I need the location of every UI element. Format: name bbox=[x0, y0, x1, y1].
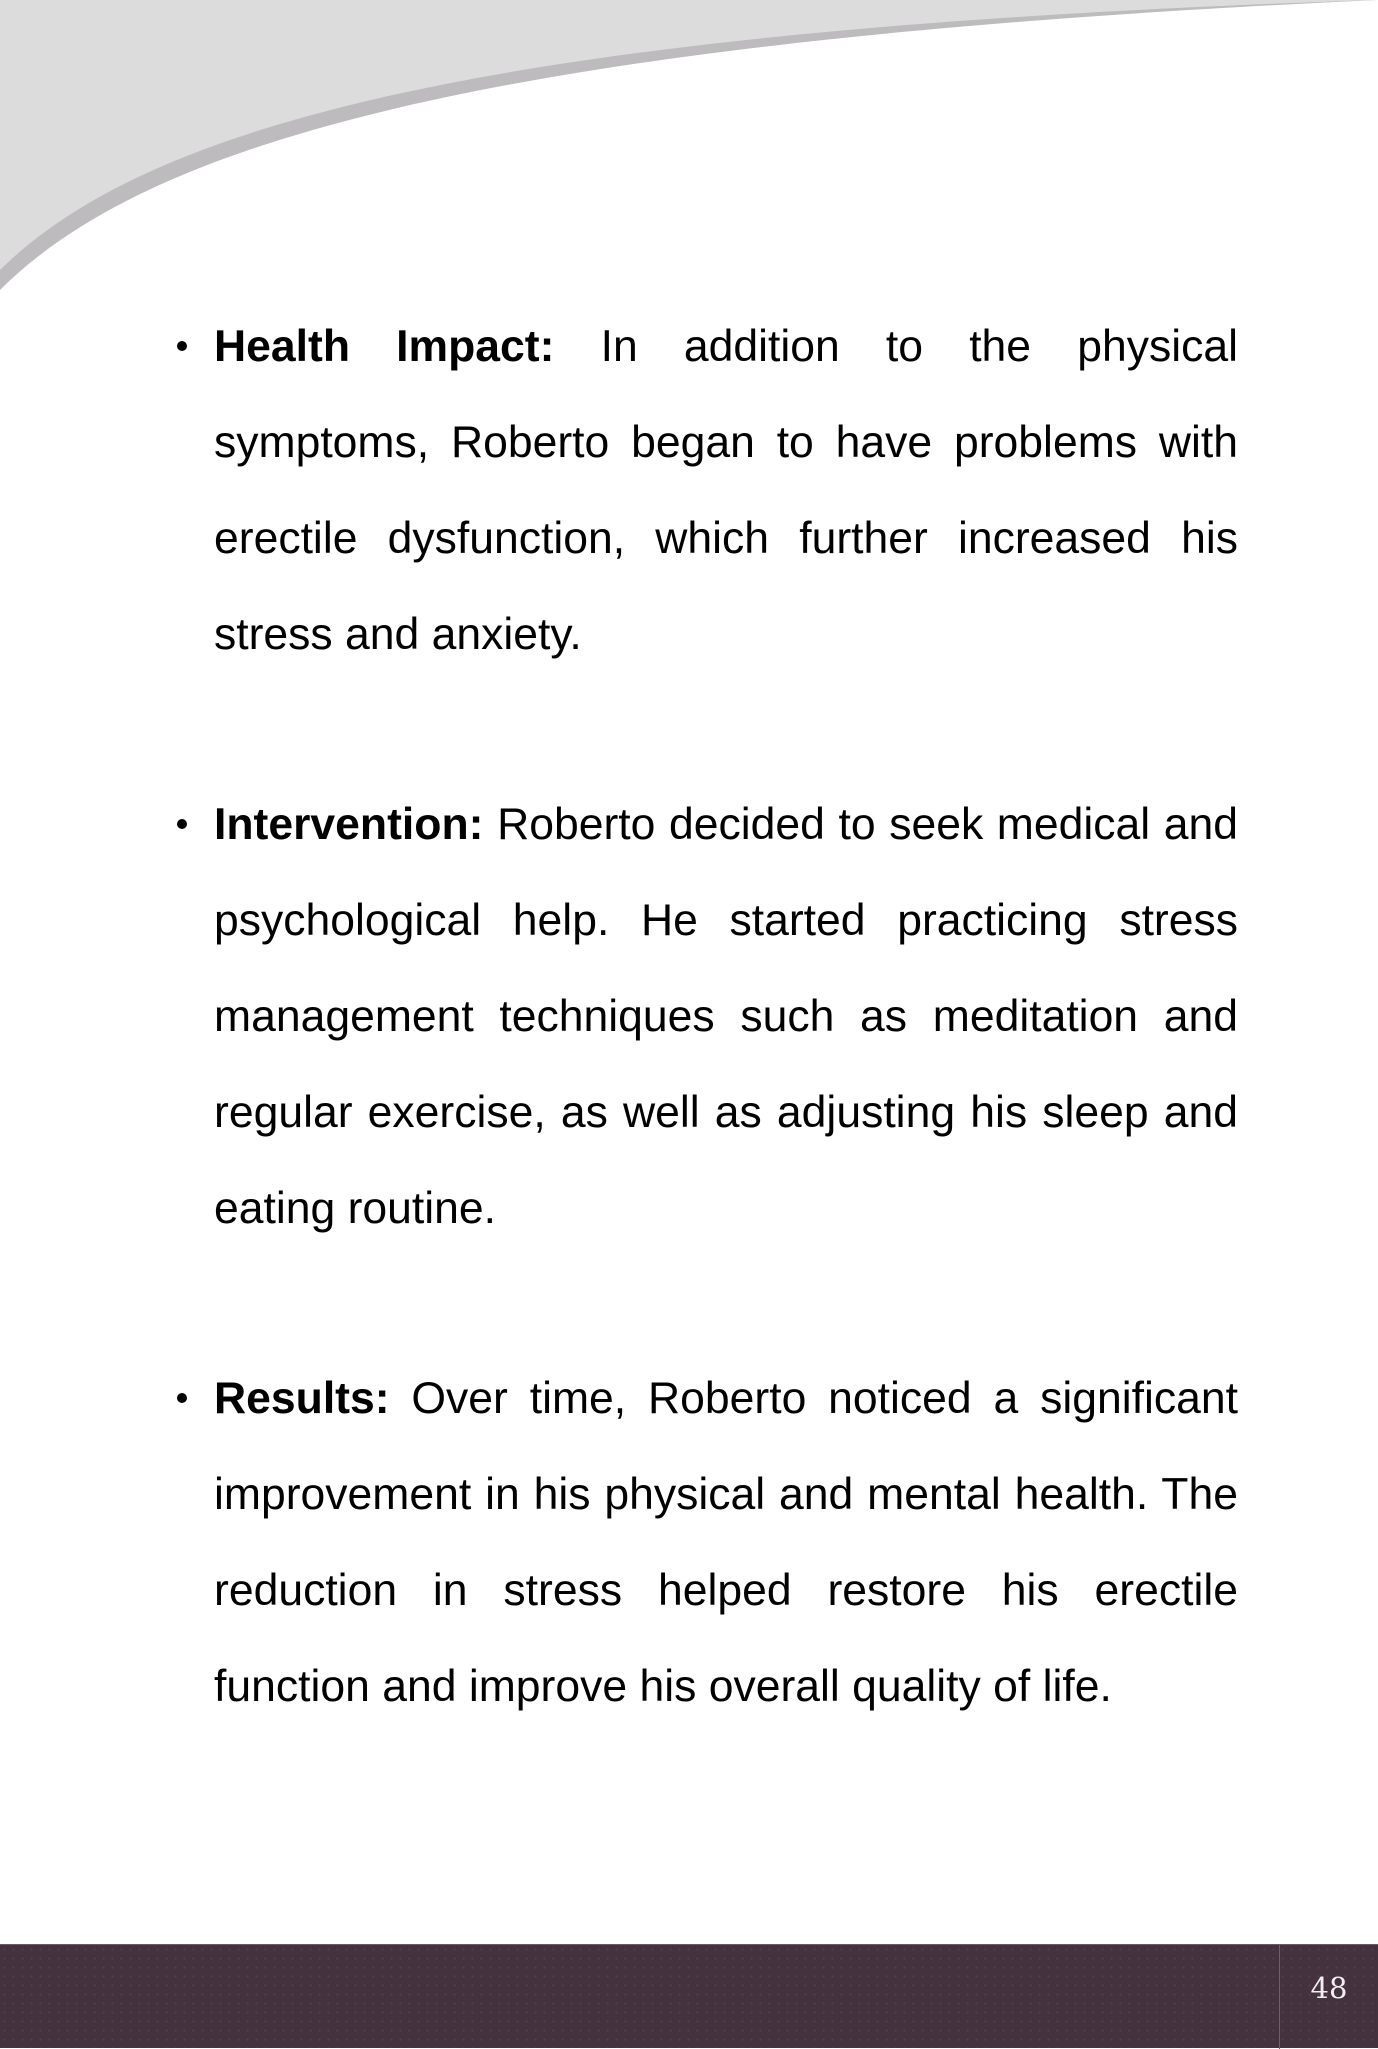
text-line bbox=[214, 299, 1238, 395]
list-item-results bbox=[214, 1351, 1238, 1735]
text-line bbox=[214, 1351, 1238, 1447]
list-item-health-impact bbox=[214, 299, 1238, 683]
item-label: Results: bbox=[214, 1374, 390, 1423]
text-line: function and improve his overall quality of life. bbox=[214, 1662, 1112, 1711]
bullet-icon bbox=[177, 1393, 187, 1403]
bullet-list bbox=[214, 299, 1238, 1829]
curve-light-area bbox=[0, 0, 1378, 270]
text-line: improvement in his physical and mental health. The bbox=[214, 1470, 1238, 1519]
text-line: eating routine. bbox=[214, 1184, 497, 1233]
text-line: regular exercise, as well as adjusting his sleep and bbox=[214, 1088, 1238, 1137]
bullet-icon bbox=[177, 819, 187, 829]
text-line: management techniques such as meditation and bbox=[214, 992, 1238, 1041]
list-item-intervention bbox=[214, 777, 1238, 1257]
text-line: psychological help. He started practicing stress bbox=[214, 896, 1238, 945]
text-line bbox=[214, 777, 1238, 873]
item-label: Health Impact: bbox=[214, 322, 555, 371]
item-text: Roberto decided to seek medical and bbox=[483, 800, 1238, 849]
page-number: 48 bbox=[1310, 1971, 1348, 2005]
item-text: In addition to the physical bbox=[554, 322, 1238, 371]
header-decorative-curve bbox=[0, 0, 1378, 300]
text-line: erectile dysfunction, which further increased his bbox=[214, 514, 1238, 563]
item-label: Intervention: bbox=[214, 800, 484, 849]
page-footer bbox=[0, 1944, 1378, 2048]
bullet-icon bbox=[177, 341, 187, 351]
text-line: symptoms, Roberto began to have problems with bbox=[214, 418, 1238, 467]
text-line: stress and anxiety. bbox=[214, 610, 582, 659]
text-line: reduction in stress helped restore his erectile bbox=[214, 1566, 1238, 1615]
item-text: Over time, Roberto noticed a significant bbox=[389, 1374, 1238, 1423]
